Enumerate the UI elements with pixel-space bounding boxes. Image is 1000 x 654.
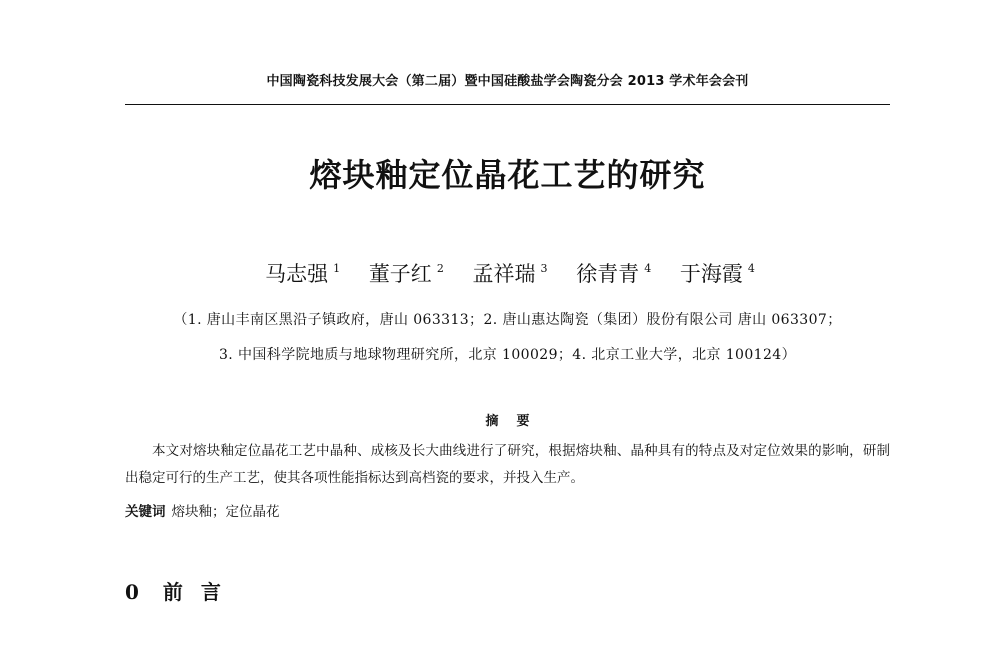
author-affiliation-mark: 4 — [747, 262, 755, 275]
section-title: 前言 — [162, 580, 239, 604]
keywords — [125, 500, 890, 520]
author — [473, 262, 548, 286]
abstract-text: 本文对熔块釉定位晶花工艺中晶种、成核及长大曲线进行了研究，根据熔块釉、晶种具有的特点及对定位效果的影响，研制出稳定可行的生产工艺，使其各项性能指标达到高档瓷的要求，并投入生产。 — [125, 443, 890, 486]
author — [265, 262, 340, 286]
header-rule — [125, 104, 890, 105]
affiliations-line-2: 3. 中国科学院地质与地球物理研究所，北京 100029；4. 北京工业大学，北京 100124） — [218, 347, 796, 363]
author-name: 马志强 — [265, 262, 329, 286]
section-number: 0 — [125, 580, 139, 604]
author-name: 董子红 — [368, 262, 432, 286]
running-header: 中国陶瓷科技发展大会（第二届）暨中国硅酸盐学会陶瓷分会 2013 学术年会会刊 — [266, 74, 749, 89]
author-name: 于海霞 — [679, 262, 743, 286]
author-affiliation-mark: 4 — [644, 262, 652, 275]
author — [576, 262, 651, 286]
paper-title: 熔块釉定位晶花工艺的研究 — [309, 156, 706, 194]
author — [680, 262, 755, 286]
keywords-label: 关键词 — [125, 504, 166, 520]
section-heading — [125, 576, 239, 605]
author-affiliation-mark: 1 — [333, 262, 341, 275]
author — [369, 262, 444, 286]
abstract-heading: 摘要 — [485, 414, 548, 429]
affiliations-line-1: （1. 唐山丰南区黑沿子镇政府，唐山 063313；2. 唐山惠达陶瓷（集团）股份有限公司 唐山 063307； — [173, 312, 842, 328]
author-list — [200, 258, 820, 288]
author-name: 徐青青 — [576, 262, 640, 286]
author-affiliation-mark: 3 — [540, 262, 548, 275]
keywords-text: 熔块釉；定位晶花 — [171, 504, 280, 520]
author-name: 孟祥瑞 — [472, 262, 536, 286]
author-affiliation-mark: 2 — [436, 262, 444, 275]
